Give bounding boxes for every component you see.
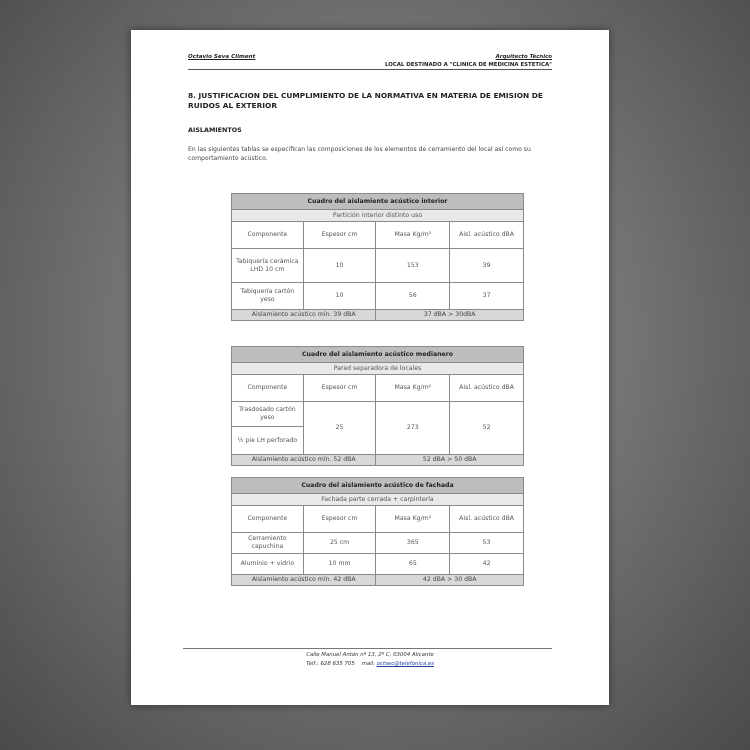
col-header-component: Componente xyxy=(232,506,304,533)
header-right xyxy=(385,54,552,69)
table-caption: Cuadro del aislamiento acústico interior xyxy=(232,194,524,210)
cell-component: Cerramiento capuchina xyxy=(232,533,304,554)
col-header-thickness: Espesor cm xyxy=(303,506,376,533)
col-header-component: Componente xyxy=(232,375,304,402)
footer-divider xyxy=(183,648,552,649)
table-subheader: Fachada parte cerrada + carpintería xyxy=(232,494,524,506)
cell-mass: 273 xyxy=(376,402,450,455)
cell-thickness: 10 xyxy=(303,283,376,310)
table-caption: Cuadro del aislamiento acústico de fachada xyxy=(232,478,524,494)
table-footer-result: 52 dBA > 50 dBA xyxy=(376,455,524,466)
col-header-insulation: Aisl. acústico dBA xyxy=(450,506,524,533)
table-subheader: Partición interior distinto uso xyxy=(232,210,524,222)
cell-mass: 365 xyxy=(376,533,450,554)
table-footer-result: 37 dBA > 30dBA xyxy=(376,310,524,321)
col-header-thickness: Espesor cm xyxy=(303,222,376,249)
cell-insulation: 37 xyxy=(450,283,524,310)
intro-paragraph: En las siguientes tablas se especifican las composiciones de los elementos de cerramiento del local así como su comportamiento acústico. xyxy=(188,146,531,162)
table-subheader: Pared separadora de locales xyxy=(232,363,524,375)
document-page xyxy=(131,30,609,705)
table-row xyxy=(232,402,524,427)
footer-phone: Telf.: 628 635 705 xyxy=(305,661,355,667)
cell-mass: 65 xyxy=(376,554,450,575)
col-header-mass: Masa Kg/m² xyxy=(376,506,450,533)
col-header-component: Componente xyxy=(232,222,304,249)
table-party-wall-insulation xyxy=(231,346,524,466)
cell-mass: 153 xyxy=(376,249,450,283)
table-row xyxy=(232,554,524,575)
table-facade-insulation xyxy=(231,477,524,586)
col-header-thickness: Espesor cm xyxy=(303,375,376,402)
table-footer-min: Aislamiento acústico mín. 39 dBA xyxy=(232,310,376,321)
col-header-insulation: Aisl. acústico dBA xyxy=(450,375,524,402)
col-header-mass: Masa Kg/m² xyxy=(376,222,450,249)
cell-component: Aluminio + vidrio xyxy=(232,554,304,575)
cell-insulation: 53 xyxy=(450,533,524,554)
table-row xyxy=(232,249,524,283)
table-footer-result: 42 dBA > 30 dBA xyxy=(376,575,524,586)
cell-mass: 56 xyxy=(376,283,450,310)
footer-address: Calle Manuel Antón nº 13, 2º C, 03004 Alicante xyxy=(306,652,434,658)
header-author: Octavio Seva Climent xyxy=(188,54,256,60)
header-divider xyxy=(188,69,552,70)
table-caption: Cuadro del aislamiento acústico medianero xyxy=(232,347,524,363)
cell-component: Trasdosado cartón yeso xyxy=(232,402,304,427)
footer-contact xyxy=(131,660,609,669)
table-row xyxy=(232,533,524,554)
cell-component: ½ pie LH perforado xyxy=(232,427,304,455)
footer-mail-label: mail: xyxy=(361,661,375,667)
cell-insulation: 39 xyxy=(450,249,524,283)
cell-thickness: 10 mm xyxy=(303,554,376,575)
subsection-title: AISLAMIENTOS xyxy=(188,126,242,134)
cell-thickness: 10 xyxy=(303,249,376,283)
section-title: 8. JUSTIFICACION DEL CUMPLIMIENTO DE LA NORMATIVA EN MATERIA DE EMISION DE RUIDOS AL EXTERIOR xyxy=(188,91,543,110)
page-footer xyxy=(131,651,609,669)
cell-thickness: 25 cm xyxy=(303,533,376,554)
cell-component: Tabiquería cartón yeso xyxy=(232,283,304,310)
col-header-insulation: Aisl. acústico dBA xyxy=(450,222,524,249)
col-header-mass: Masa Kg/m² xyxy=(376,375,450,402)
footer-email-link[interactable]: octsec@telefonica.es xyxy=(376,661,435,667)
cell-insulation: 42 xyxy=(450,554,524,575)
cell-thickness: 25 xyxy=(303,402,376,455)
table-row xyxy=(232,283,524,310)
header-role: Arquitecto Técnico xyxy=(495,54,552,60)
header-project: LOCAL DESTINADO A "CLINICA DE MEDICINA ESTETICA" xyxy=(384,61,552,68)
table-footer-min: Aislamiento acústico mín. 42 dBA xyxy=(232,575,376,586)
table-footer-min: Aislamiento acústico mín. 52 dBA xyxy=(232,455,376,466)
cell-insulation: 52 xyxy=(450,402,524,455)
cell-component: Tabiquería cerámica LHD 10 cm xyxy=(232,249,304,283)
table-interior-insulation xyxy=(231,193,524,321)
